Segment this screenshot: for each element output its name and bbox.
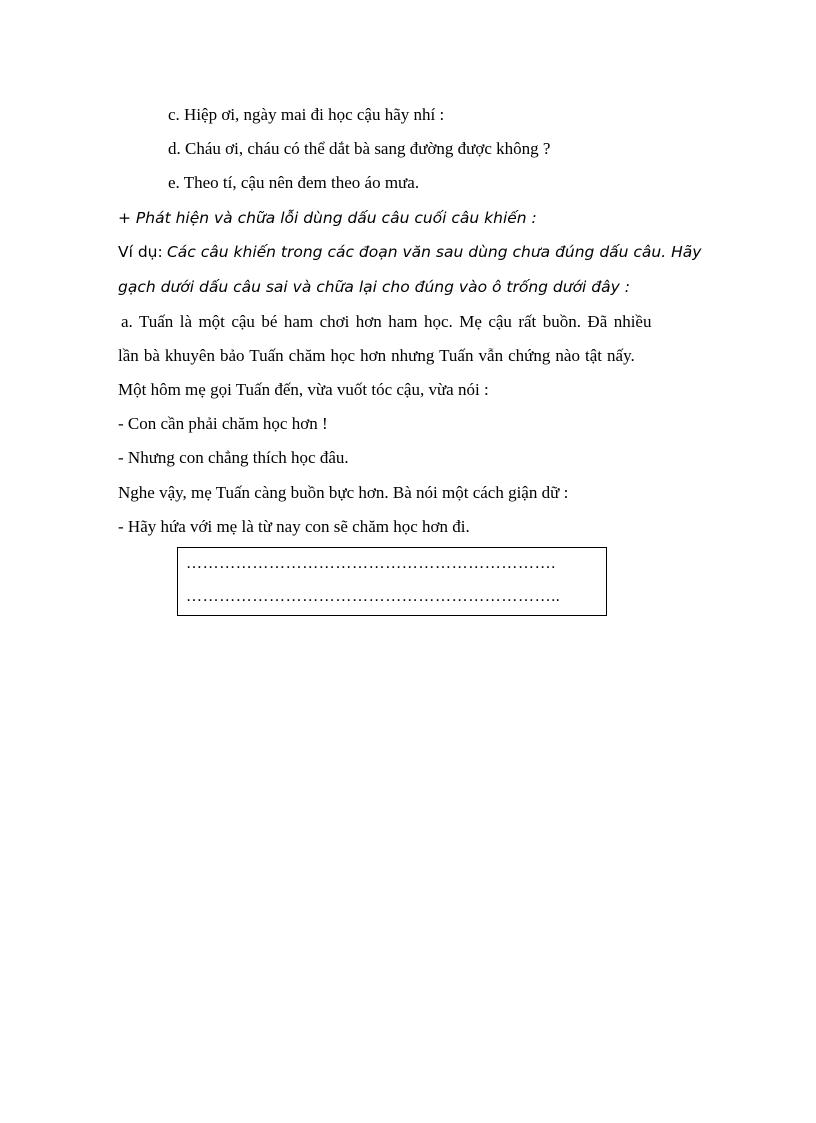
- example-d: d. Cháu ơi, cháu có thể dắt bà sang đường được không ?: [168, 139, 551, 158]
- example-label: Ví dụ:: [118, 243, 163, 261]
- example-intro-line-1: [118, 241, 701, 263]
- passage-line-2: lần bà khuyên bảo Tuấn chăm học hơn nhưng Tuấn vẫn chứng nào tật nấy.: [118, 346, 635, 365]
- passage-line-4: - Con cần phải chăm học hơn !: [118, 414, 328, 433]
- example-instruction-2: gạch dưới dấu câu sai và chữa lại cho đúng vào ô trống dưới đây :: [118, 278, 630, 296]
- passage-line-5: - Nhưng con chẳng thích học đâu.: [118, 448, 349, 467]
- answer-box[interactable]: [177, 547, 607, 616]
- answer-line-2[interactable]: …………………………………………………………..: [186, 588, 561, 605]
- example-e: e. Theo tí, cậu nên đem theo áo mưa.: [168, 173, 420, 192]
- passage-line-3: Một hôm mẹ gọi Tuấn đến, vừa vuốt tóc cậu, vừa nói :: [118, 380, 489, 399]
- passage-line-7: - Hãy hứa với mẹ là từ nay con sẽ chăm học hơn đi.: [118, 517, 470, 536]
- passage-line-1: a. Tuấn là một cậu bé ham chơi hơn ham học. Mẹ cậu rất buồn. Đã nhiều: [121, 312, 652, 331]
- example-instruction-1: Các câu khiến trong các đoạn văn sau dùng chưa đúng dấu câu. Hãy: [166, 243, 702, 261]
- section-heading: + Phát hiện và chữa lỗi dùng dấu câu cuối câu khiến :: [118, 209, 537, 227]
- example-c: c. Hiệp ơi, ngày mai đi học cậu hãy nhí :: [168, 105, 445, 124]
- passage-line-6: Nghe vậy, mẹ Tuấn càng buồn bực hơn. Bà nói một cách giận dữ :: [118, 483, 569, 502]
- answer-line-1[interactable]: ………………………………………………………….: [186, 555, 556, 572]
